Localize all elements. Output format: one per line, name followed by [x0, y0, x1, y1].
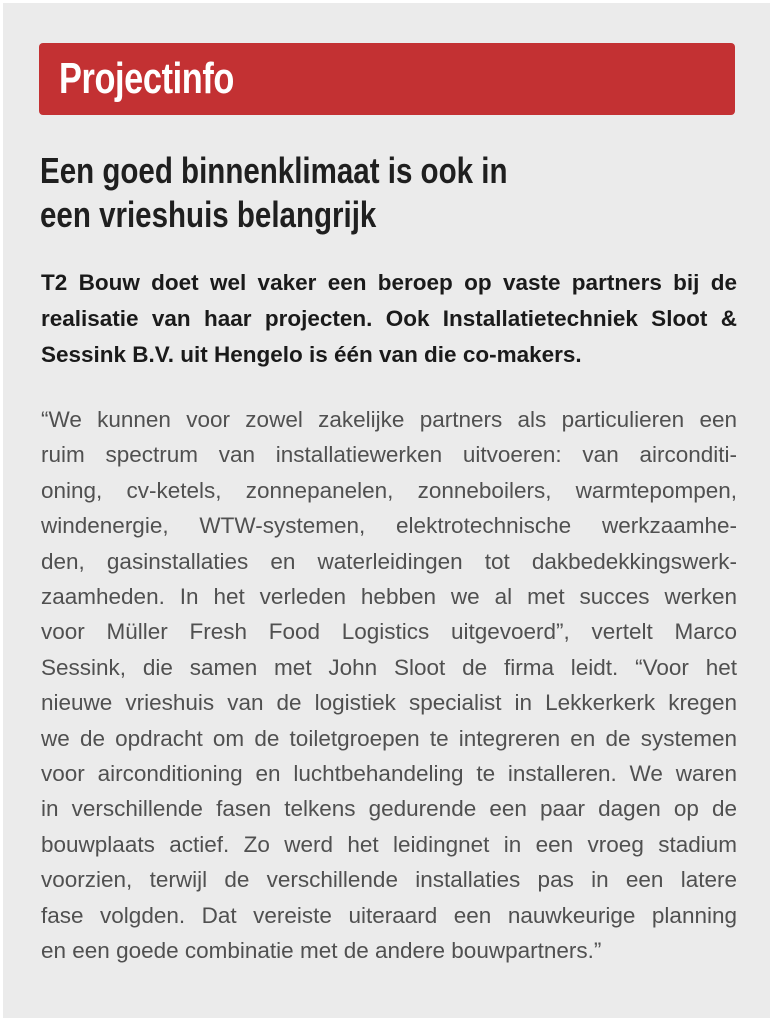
quote-line: voor airconditioning en luchtbehandeling te installeren. We waren	[41, 761, 737, 787]
section-title: Projectinfo	[59, 54, 234, 103]
quote-line: in verschillende fasen telkens gedurende een paar dagen op de	[41, 796, 737, 822]
article-headline	[40, 149, 740, 237]
quote-line: bouwplaats actief. Zo werd het leidingnet in een vroeg stadium	[41, 831, 737, 857]
quote-line: “We kunnen voor zowel zakelijke partners als particulieren een	[41, 407, 737, 432]
quote-line: nieuwe vrieshuis van de logistiek specialist in Lekkerkerk kregen	[41, 690, 737, 716]
intro-paragraph	[41, 265, 737, 373]
quote-line: fase volgden. Dat vereiste uiteraard een nauwkeurige planning	[41, 902, 737, 928]
info-panel	[3, 3, 770, 1018]
quote-line: oning, cv-ketels, zonnepanelen, zonneboilers, warmtepompen,	[41, 477, 737, 503]
quote-line: voorzien, terwijl de verschillende installaties pas in een latere	[41, 867, 737, 893]
headline-line: een vrieshuis belangrijk	[40, 194, 377, 235]
intro-line: T2 Bouw doet wel vaker een beroep op vaste partners bij de	[41, 270, 737, 295]
quote-line: den, gasinstallaties en waterleidingen tot dakbedekkingswerk-	[41, 548, 737, 574]
quote-line: windenergie, WTW-systemen, elektrotechnische werkzaamhe-	[41, 513, 737, 539]
quote-line: we de opdracht om de toiletgroepen te integreren en de systemen	[41, 725, 737, 751]
intro-line: Sessink B.V. uit Hengelo is één van die co-makers.	[41, 342, 582, 367]
intro-line: realisatie van haar projecten. Ook Installatietechniek Sloot &	[41, 306, 737, 331]
quote-paragraph	[41, 402, 737, 969]
headline-line: Een goed binnenklimaat is ook in	[40, 150, 508, 191]
quote-line: ruim spectrum van installatiewerken uitvoeren: van airconditi-	[41, 442, 737, 468]
section-banner	[39, 43, 735, 115]
quote-line: Sessink, die samen met John Sloot de firma leidt. “Voor het	[41, 654, 737, 680]
quote-line: zaamheden. In het verleden hebben we al met succes werken	[41, 584, 737, 610]
quote-line: en een goede combinatie met de andere bouwpartners.”	[41, 938, 602, 964]
quote-line: voor Müller Fresh Food Logistics uitgevoerd”, vertelt Marco	[41, 619, 737, 645]
